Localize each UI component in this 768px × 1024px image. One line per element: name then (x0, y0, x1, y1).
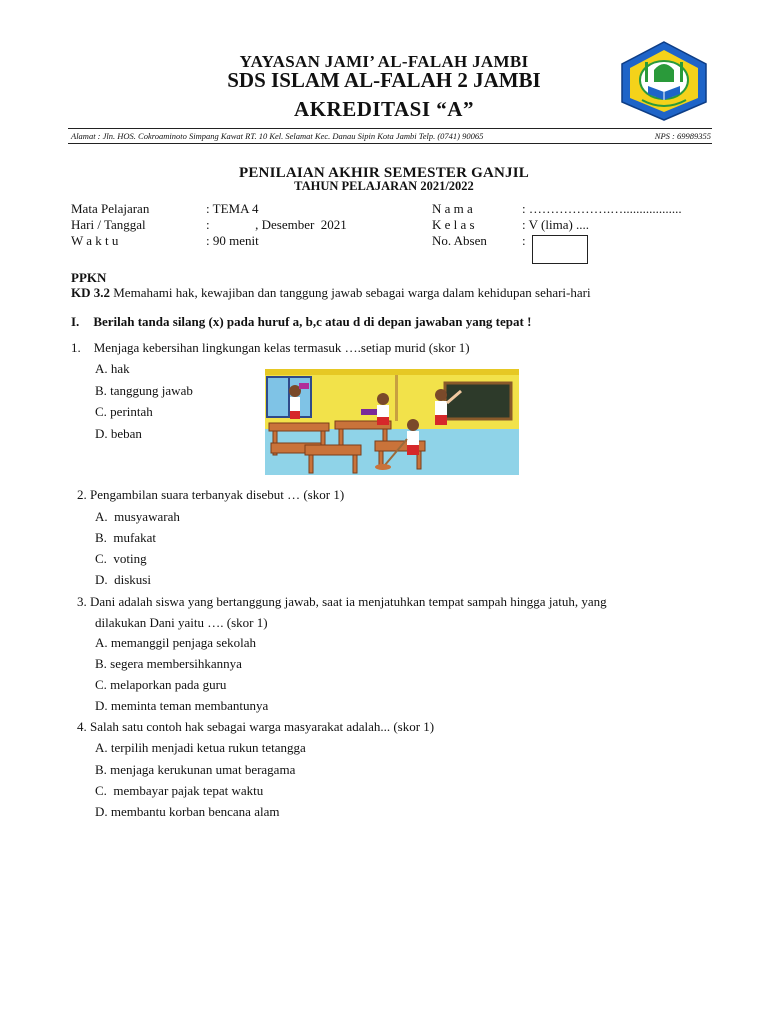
absen-box[interactable] (532, 235, 588, 264)
q3-option-b[interactable]: B. segera membersihkannya (95, 656, 242, 671)
school-name: SDS ISLAM AL-FALAH 2 JAMBI (227, 68, 541, 92)
kd-code: KD 3.2 (71, 285, 110, 300)
q2-option-a[interactable]: A. musyawarah (95, 509, 180, 524)
absen-label: No. Absen (432, 233, 487, 248)
school-address: Alamat : Jln. HOS. Cokroaminoto Simpang Kawat RT. 10 Kel. Selamat Kec. Danau Sipin Kota Jambi Telp. (0741) 90065 (71, 131, 484, 141)
q4-option-a[interactable]: A. terpilih menjadi ketua rukun tetangga (95, 740, 306, 755)
subject-value: : TEMA 4 (206, 201, 259, 216)
class-value: : V (lima) .... (522, 217, 590, 232)
subject-label: Mata Pelajaran (71, 201, 150, 216)
header-divider-top (68, 128, 712, 129)
name-label: N a m a (432, 201, 473, 216)
instruction-text: Berilah tanda silang (x) pada huruf a, b,c atau d di depan jawaban yang tepat ! (93, 314, 532, 329)
q4-option-b[interactable]: B. menjaga kerukunan umat beragama (95, 762, 296, 777)
question-3-cont: dilakukan Dani yaitu …. (skor 1) (95, 615, 268, 630)
absen-colon: : (522, 233, 526, 248)
exam-title: PENILAIAN AKHIR SEMESTER GANJIL (238, 165, 529, 181)
instruction-line (71, 314, 531, 330)
header-divider-bottom (68, 143, 712, 144)
time-value: : 90 menit (206, 233, 259, 248)
foundation-name: YAYASAN JAMI’ AL-FALAH JAMBI (239, 52, 529, 71)
address-line (71, 131, 711, 141)
q4-option-d[interactable]: D. membantu korban bencana alam (95, 804, 280, 819)
kd-line (71, 285, 591, 301)
q1-option-b[interactable]: B. tanggung jawab (95, 383, 193, 398)
name-field[interactable]: : ……………….….................. (522, 201, 682, 216)
q2-option-b[interactable]: B. mufakat (95, 530, 157, 545)
time-label: W a k t u (71, 233, 119, 248)
question-4: 4. Salah satu contoh hak sebagai warga masyarakat adalah... (skor 1) (77, 719, 435, 734)
q3-option-a[interactable]: A. memanggil penjaga sekolah (95, 635, 257, 650)
class-label: K e l a s (432, 217, 475, 232)
exam-year: TAHUN PELAJARAN 2021/2022 (294, 179, 474, 193)
q3-option-d[interactable]: D. meminta teman membantunya (95, 698, 269, 713)
date-label: Hari / Tanggal (71, 217, 146, 232)
school-logo (618, 40, 710, 122)
school-nps: NPS : 69989355 (654, 131, 711, 141)
q2-option-c[interactable]: C. voting (95, 551, 147, 566)
accreditation: AKREDITASI “A” (294, 97, 474, 121)
date-value: : , Desember 2021 (206, 217, 347, 232)
question-1: 1. Menjaga kebersihan lingkungan kelas termasuk ….setiap murid (skor 1) (71, 340, 470, 355)
classroom-illustration (265, 369, 519, 475)
subject-heading: PPKN (71, 270, 107, 285)
question-2: 2. Pengambilan suara terbanyak disebut … (skor 1) (77, 487, 345, 502)
q1-option-c[interactable]: C. perintah (95, 404, 153, 419)
instruction-number: I. (71, 314, 80, 329)
q3-option-c[interactable]: C. melaporkan pada guru (95, 677, 227, 692)
question-3: 3. Dani adalah siswa yang bertanggung jawab, saat ia menjatuhkan tempat sampah hingga jatuh, yang (77, 594, 607, 609)
q4-option-c[interactable]: C. membayar pajak tepat waktu (95, 783, 264, 798)
q1-option-d[interactable]: D. beban (95, 426, 142, 441)
q1-option-a[interactable]: A. hak (95, 361, 130, 376)
kd-text: Memahami hak, kewajiban dan tanggung jawab sebagai warga dalam kehidupan sehari-hari (110, 285, 591, 300)
q2-option-d[interactable]: D. diskusi (95, 572, 151, 587)
